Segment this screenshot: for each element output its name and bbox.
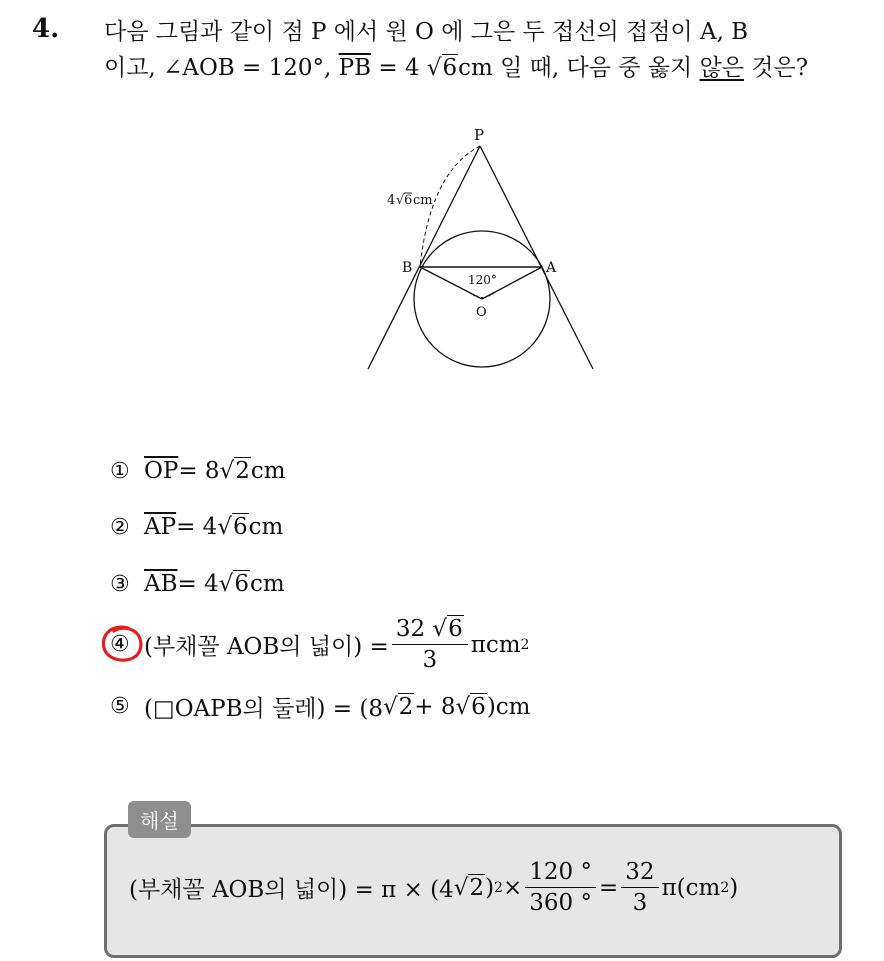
choice-text: + 8	[414, 693, 456, 720]
sqrt: √2	[453, 874, 485, 901]
choice-mark: ④	[110, 632, 130, 657]
stem-text: 것은?	[744, 55, 809, 81]
length-rad: 6	[404, 193, 413, 208]
choice-unit: cm	[248, 514, 284, 540]
choice-text: = 8	[178, 458, 220, 484]
label-p: P	[474, 126, 485, 144]
stem-text: = 4	[371, 55, 427, 81]
segment: $\overline{OP}$	[144, 458, 179, 484]
choice-mark: ⑤	[110, 694, 130, 719]
stem-text: 이고, ∠AOB = 120°,	[104, 55, 339, 81]
question-stem	[104, 14, 864, 86]
fraction: $\frac{32 √6}{3}$	[392, 616, 468, 673]
choice-unit: cm	[250, 458, 286, 484]
label-o: O	[476, 305, 487, 320]
choice-unit: cm	[250, 571, 285, 597]
choice-1[interactable]	[110, 458, 286, 484]
segment-pb: $\overline{PB}$	[338, 55, 372, 81]
sqrt: √6	[217, 514, 248, 540]
choice-mark: ①	[110, 458, 130, 484]
choice-text: = 4	[177, 571, 219, 597]
choice-unit: )cm	[486, 693, 531, 720]
segment: $\overline{AP}$	[144, 514, 177, 540]
solution-tag: 해설	[128, 801, 191, 838]
length-unit: cm	[413, 193, 433, 208]
stem-text: cm 일 때, 다음 중 옳지	[458, 55, 700, 81]
solution-text: (부채꼴 AOB의 넓이) = π × (4	[129, 877, 454, 903]
sqrt: √2	[219, 458, 250, 484]
label-b: B	[402, 260, 413, 276]
label-a: A	[546, 260, 557, 276]
choice-mark: ②	[110, 514, 130, 540]
choice-text: = 4	[176, 514, 218, 540]
stem-line-2	[104, 50, 864, 86]
length-coef: 4	[387, 193, 396, 208]
choice-text: (□OAPB의 둘레) = (8	[144, 696, 383, 722]
sqrt: √6	[455, 693, 486, 720]
choice-4[interactable]	[110, 616, 529, 673]
angle-label: 120°	[468, 273, 497, 287]
answer-circle-mark	[98, 622, 148, 666]
solution-box	[104, 824, 842, 958]
tangent-line-pa	[480, 146, 593, 369]
choice-text: (부채꼴 AOB의 넓이) =	[144, 634, 389, 660]
length-radical: √	[396, 193, 405, 208]
tangent-figure	[360, 124, 610, 374]
stem-line-1: 다음 그림과 같이 점 P 에서 원 O 에 그은 두 접선의 접점이 A, B	[104, 19, 749, 45]
choice-mark: ③	[110, 571, 130, 597]
sqrt: √2	[383, 693, 414, 720]
fraction-result: $\frac{32}{3}$	[621, 859, 658, 916]
superscript: 2	[520, 636, 530, 653]
question-number: 4.	[32, 14, 60, 44]
fraction-angle: $\frac{120 ^\circ}{360 ^\circ}$	[525, 859, 596, 916]
sqrt-6: √6	[426, 55, 458, 81]
choice-unit: πcm	[470, 631, 521, 658]
angle-arc	[470, 293, 494, 298]
underlined-word: 않은	[699, 55, 744, 81]
choice-3[interactable]	[110, 571, 285, 597]
choice-5[interactable]	[110, 690, 530, 723]
solution-equation: (부채꼴 AOB의 넓이) = π × (4 √2 ) 2 × $\frac{120 ^\circ}{360 ^\circ}$ = $\frac{32}{3}$ π(cm 2 )	[129, 859, 739, 916]
choice-2[interactable]	[110, 514, 283, 540]
sqrt: √6	[218, 571, 250, 597]
segment: $\overline{AB}$	[144, 571, 178, 597]
